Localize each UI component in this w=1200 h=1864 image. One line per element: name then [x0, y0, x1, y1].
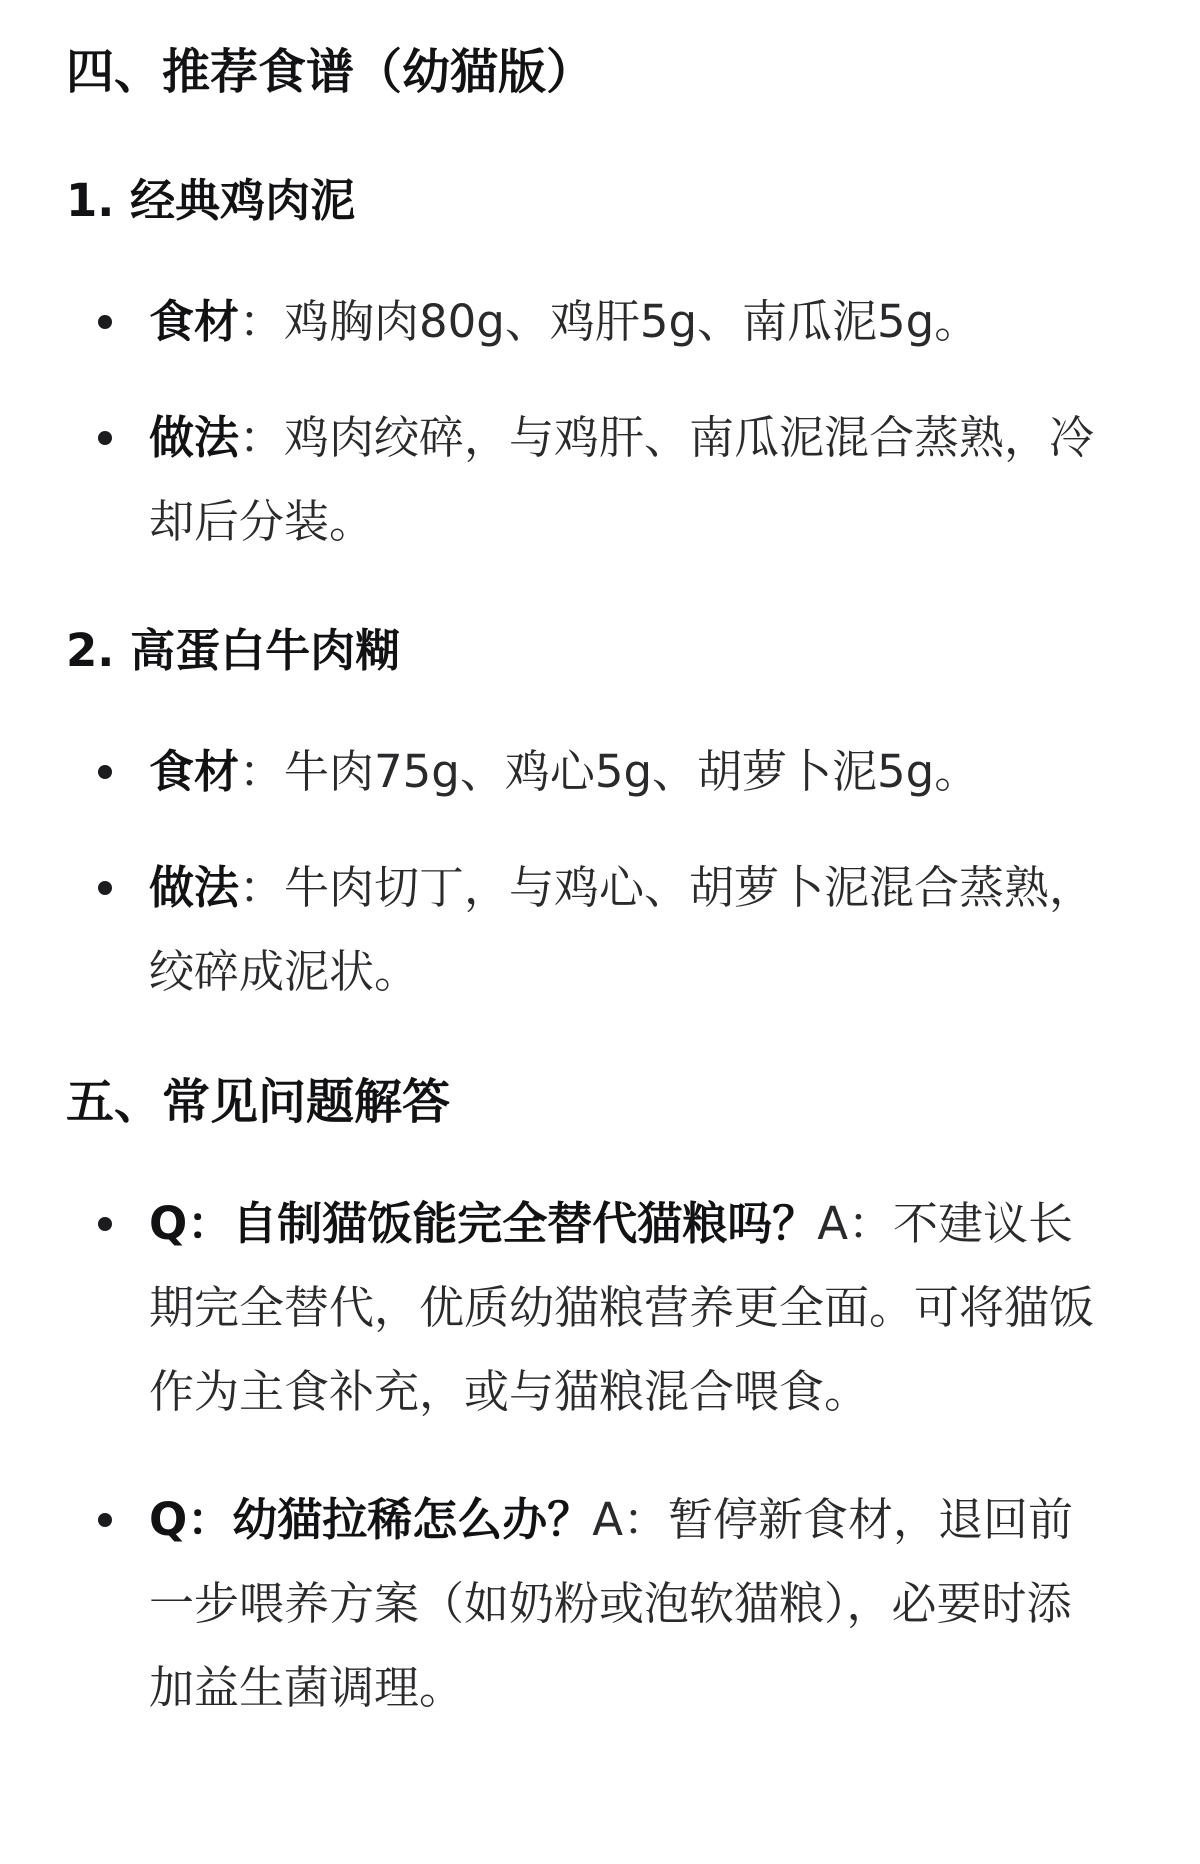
bullet-icon — [98, 1513, 112, 1527]
item-separator: ： — [239, 861, 285, 914]
item-text: 牛肉切丁，与鸡心、胡萝卜泥混合蒸熟，绞碎成泥状。 — [149, 861, 1095, 998]
bullet-icon — [98, 315, 112, 329]
faq-question: Q：自制猫饭能完全替代猫粮吗？ — [149, 1197, 818, 1250]
faq-answer: A：不建议长期完全替代，优质幼猫粮营养更全面。可将猫饭作为主食补充，或与猫粮混合喂食。 — [149, 1197, 1095, 1418]
item-label: 食材 — [149, 295, 240, 348]
recipe-list-chicken — [66, 280, 1100, 564]
item-separator: ： — [239, 295, 285, 348]
faq-question: Q：幼猫拉稀怎么办？ — [149, 1493, 593, 1546]
item-label: 做法 — [149, 861, 240, 914]
recipe-title-beef: 2. 高蛋白牛肉糊 — [66, 624, 401, 677]
list-item-method — [66, 396, 1100, 564]
item-text: 鸡胸肉80g、鸡肝5g、南瓜泥5g。 — [284, 295, 980, 348]
recipe-title-chicken: 1. 经典鸡肉泥 — [66, 174, 356, 227]
list-item-ingredients — [66, 730, 1100, 814]
bullet-icon — [98, 431, 112, 445]
section-heading-faq: 五、常见问题解答 — [66, 1074, 451, 1130]
faq-item — [66, 1182, 1100, 1434]
bullet-icon — [98, 881, 112, 895]
bullet-icon — [98, 765, 112, 779]
faq-list — [66, 1182, 1100, 1730]
item-separator: ： — [239, 745, 285, 798]
item-separator: ： — [239, 411, 285, 464]
item-text: 鸡肉绞碎，与鸡肝、南瓜泥混合蒸熟，冷却后分装。 — [149, 411, 1095, 548]
item-label: 做法 — [149, 411, 240, 464]
bullet-icon — [98, 1217, 112, 1231]
list-item-method — [66, 846, 1100, 1014]
recipe-list-beef — [66, 730, 1100, 1014]
item-label: 食材 — [149, 745, 240, 798]
item-text: 牛肉75g、鸡心5g、胡萝卜泥5g。 — [284, 745, 980, 798]
faq-item — [66, 1478, 1100, 1730]
list-item-ingredients — [66, 280, 1100, 364]
section-heading-recipes: 四、推荐食谱（幼猫版） — [66, 44, 595, 100]
faq-answer: A：暂停新食材，退回前一步喂养方案（如奶粉或泡软猫粮），必要时添加益生菌调理。 — [149, 1493, 1074, 1714]
